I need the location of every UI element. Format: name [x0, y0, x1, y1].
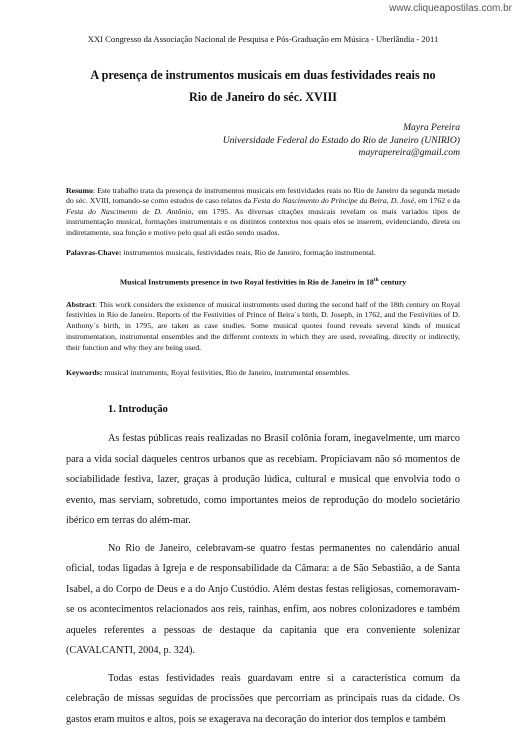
resumo-text-3: , em 1795. As diversas citações musicais revelam os mais variados tipos de instrumentação musical, formações instrumentais e os distintos contextos nos quais eles se inserem, evidenciando, direta ou indiretamente, sua função e motivo pelo qual ali estão sendo usados.: [66, 206, 460, 237]
en-title-sup: th: [373, 277, 379, 284]
paper-page: [66, 0, 460, 730]
abstract: [66, 300, 460, 354]
watermark: www.cliqueapostilas.com.br: [389, 3, 512, 14]
resumo: [66, 186, 460, 239]
author-email[interactable]: mayrapereira@gmail.com: [358, 147, 460, 158]
english-title: [66, 275, 460, 288]
palavras-chave: [66, 248, 460, 259]
paragraph: As festas públicas reais realizadas no Brasil colônia foram, inegavelmente, um marco para a vida social daqueles centros urbanos que as recebiam. Propiciavam não só momentos de sociabilidade festiva, lazer, graças à produção lúdica, cultural e musical que envolvia todo o evento, mas serviam, sobretudo, como importantes meios de reprodução do modelo societário ibérico em terras do além-mar.: [66, 433, 460, 527]
resumo-italic-2: Festa do Nascimento de D. Antônio: [66, 206, 192, 216]
resumo-label: Resumo: [66, 185, 93, 195]
abstract-text: : This work considers the existence of musical instruments used during the second half of the 18th century on Royal festivities in Rio de Janeiro. Reports of the Festivities of Prince of Beira`s birth, D. Joseph, in 1762, and the Festivities of D. Anthony`s birth, in 1795, are taken as case studies. Some musical quotes found reveals several kinds of musical instrumentation, instrumental ensembles and the different contexts in which they are used, revealing, directly or indirectly, their function and why they are being used.: [66, 299, 460, 352]
title-line-1: A presença de instrumentos musicais em duas festividades reais no: [90, 68, 436, 82]
author-name: Mayra Pereira: [403, 122, 460, 133]
paragraph: No Rio de Janeiro, celebravam-se quatro festas permanentes no calendário anual oficial, todas ligadas à Igreja e de responsabilidade da Câmara: a de São Sebastião, a de Santa Isabel, a do Corpo de Deus e a do Anjo Custódio. Além destas festas religiosas, comemoravam-se os acontecimentos relacionados aos reis, rainhas, enfim, aos nobres colonizadores e também aqueles referentes a pessoas de destaque da capitania que era conveniente solenizar (CAVALCANTI, 2004, p. 324).: [66, 542, 460, 657]
resumo-italic-1: Festa do Nascimento do Príncipe da Beira, D. José: [253, 196, 415, 206]
author-affiliation: Universidade Federal do Estado do Rio de Janeiro (UNIRIO): [222, 134, 460, 146]
resumo-text-1: : Este trabalho trata da presença de instrumentos musicais em festividades reais no Rio de Janeiro da segunda metade do séc. XVIII, tomando-se como estudos de caso relatos da: [66, 185, 460, 206]
paragraph: Todas estas festividades reais guardavam entre si a característica comum da celebração de missas seguidas de procissões que percorriam as principais ruas da cidade. Os gastos eram muitos e altos, pois se exagerava na decoração do interior dos templos e também: [66, 672, 460, 725]
palavras-text: instrumentos musicais, festividades reais, Rio de Janeiro, formação instrumental.: [121, 248, 376, 258]
keywords: [66, 368, 460, 379]
en-title-tail: century: [378, 277, 407, 287]
author-block: [66, 122, 460, 160]
paper-title: [66, 64, 460, 108]
en-title-text: Musical Instruments presence in two Royal festivities in Rio de Janeiro in 18: [119, 277, 374, 287]
resumo-text-2: , em 1762 e da: [414, 196, 461, 206]
section-heading: 1. Introdução: [108, 404, 168, 416]
palavras-label: Palavras-Chave:: [66, 248, 122, 258]
running-header: XXI Congresso da Associação Nacional de Pesquisa e Pós-Graduação em Música - Uberlândia - 2011: [87, 34, 439, 44]
title-line-2: Rio de Janeiro do séc. XVIII: [188, 90, 338, 104]
keywords-text: musical instruments, Royal festivities, Rio de Janeiro, instrumental ensembles.: [102, 367, 350, 377]
body-text: [66, 429, 460, 730]
abstract-label: Abstract: [66, 299, 96, 309]
keywords-label: Keywords:: [66, 367, 103, 377]
